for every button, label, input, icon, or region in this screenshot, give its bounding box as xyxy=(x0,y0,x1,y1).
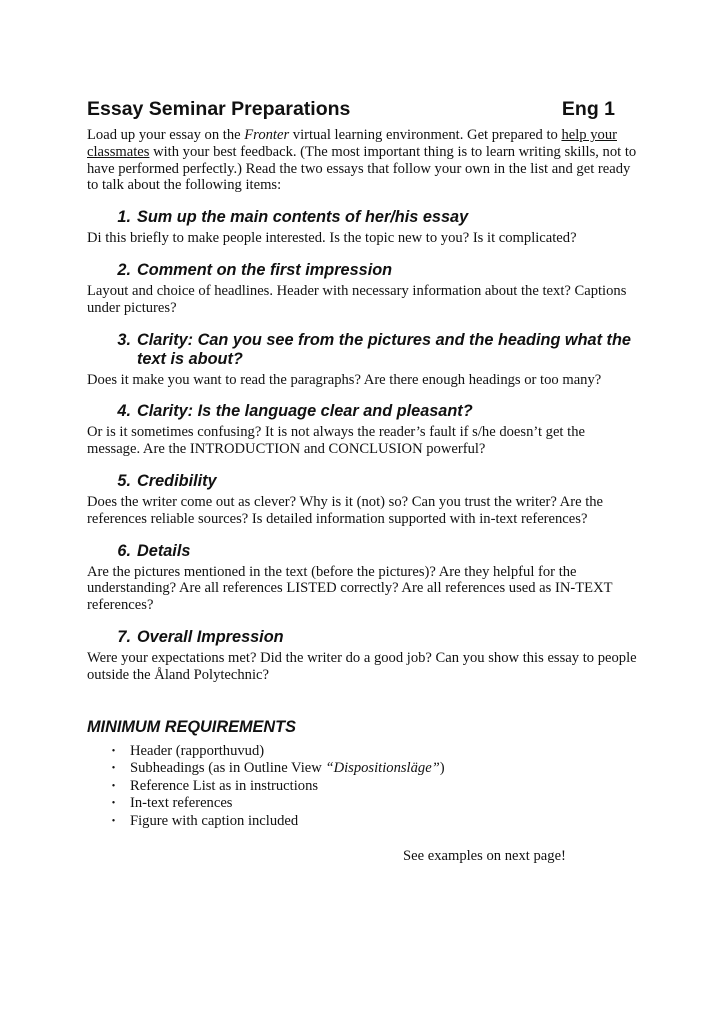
section-heading xyxy=(87,472,640,491)
page-title: Essay Seminar Preparations xyxy=(87,98,351,120)
section-heading-text: Credibility xyxy=(137,471,217,490)
section-heading xyxy=(87,542,640,561)
section-heading xyxy=(87,402,640,421)
intro-fronter: Fronter xyxy=(244,127,290,143)
section-3 xyxy=(87,331,640,389)
section-text: Does the writer come out as clever? Why is it (not) so? Can you trust the writer? Are the references reliable sources? Is detailed information supported with in-text references? xyxy=(87,493,604,527)
list-item xyxy=(87,795,640,813)
section-2 xyxy=(87,261,640,317)
bullet-icon: • xyxy=(111,780,116,792)
list-item-text: Reference List as in instructions xyxy=(130,777,319,794)
section-heading-text: Clarity: Can you see from the pictures and the heading what the text is about? xyxy=(137,330,631,368)
list-item xyxy=(87,813,640,831)
list-item-text: Subheadings (as in Outline View “Dispositionsläge”) xyxy=(130,760,445,777)
section-heading xyxy=(87,208,640,227)
section-4 xyxy=(87,402,640,458)
section-text: Or is it sometimes confusing? It is not always the reader’s fault if s/he doesn’t get the message. Are the INTRODUCTION and CONCLUSION powerful? xyxy=(87,424,585,458)
intro-underlined: help your classmates xyxy=(87,127,617,160)
title-row xyxy=(87,98,640,121)
section-7 xyxy=(87,628,640,684)
footer-note: See examples on next page! xyxy=(403,848,566,865)
section-number: 3. xyxy=(117,330,131,349)
section-text: Are the pictures mentioned in the text (before the pictures)? Are they helpful for the understanding? Are all references LISTED correctly? Are all references used as IN-TEXT references? xyxy=(87,563,613,614)
section-1 xyxy=(87,208,640,247)
requirements-list xyxy=(87,743,640,831)
bullet-icon: • xyxy=(111,798,116,810)
course-label: Eng 1 xyxy=(561,98,615,120)
list-item xyxy=(87,760,640,778)
section-number: 7. xyxy=(117,627,131,646)
section-heading-text: Details xyxy=(137,541,191,560)
list-item-text: Figure with caption included xyxy=(130,812,299,829)
section-text: Were your expectations met? Did the writer do a good job? Can you show this essay to people outside the Åland Polytechnic? xyxy=(87,649,637,683)
bullet-icon: • xyxy=(111,815,116,827)
section-heading-text: Clarity: Is the language clear and pleasant? xyxy=(137,402,473,421)
document-page xyxy=(87,98,640,865)
section-heading xyxy=(87,261,640,280)
section-text: Layout and choice of headlines. Header with necessary information about the text? Captions under pictures? xyxy=(87,282,627,316)
list-item-text: Header (rapporthuvud) xyxy=(130,742,265,759)
section-heading xyxy=(87,331,640,369)
section-heading-text: Sum up the main contents of her/his essay xyxy=(137,208,469,227)
intro-paragraph xyxy=(87,127,640,194)
section-number: 6. xyxy=(117,541,131,560)
section-6 xyxy=(87,542,640,614)
section-heading-text: Overall Impression xyxy=(137,627,284,646)
section-heading xyxy=(87,628,640,647)
section-number: 1. xyxy=(117,208,131,227)
section-number: 4. xyxy=(117,402,131,421)
section-number: 2. xyxy=(117,260,131,279)
intro-text-1: Load up your essay on the xyxy=(87,127,245,143)
section-5 xyxy=(87,472,640,528)
section-heading-text: Comment on the first impression xyxy=(137,260,393,279)
section-number: 5. xyxy=(117,471,131,490)
intro-text-3: with your best feedback. (The most important thing is to learn writing skills, not to have performed perfectly.) Read the two essays that follow your own in the list and get ready to talk about the following items: xyxy=(87,143,637,194)
intro-text-2: virtual learning environment. Get prepared to xyxy=(289,127,562,143)
requirements-title: MINIMUM REQUIREMENTS xyxy=(87,717,296,736)
section-text: Di this briefly to make people interested. Is the topic new to you? Is it complicated? xyxy=(87,230,577,247)
list-item xyxy=(87,778,640,796)
section-text: Does it make you want to read the paragraphs? Are there enough headings or too many? xyxy=(87,371,602,388)
bullet-icon: • xyxy=(111,745,116,757)
list-item xyxy=(87,743,640,761)
bullet-icon: • xyxy=(111,763,116,775)
list-item-text: In-text references xyxy=(130,795,233,812)
